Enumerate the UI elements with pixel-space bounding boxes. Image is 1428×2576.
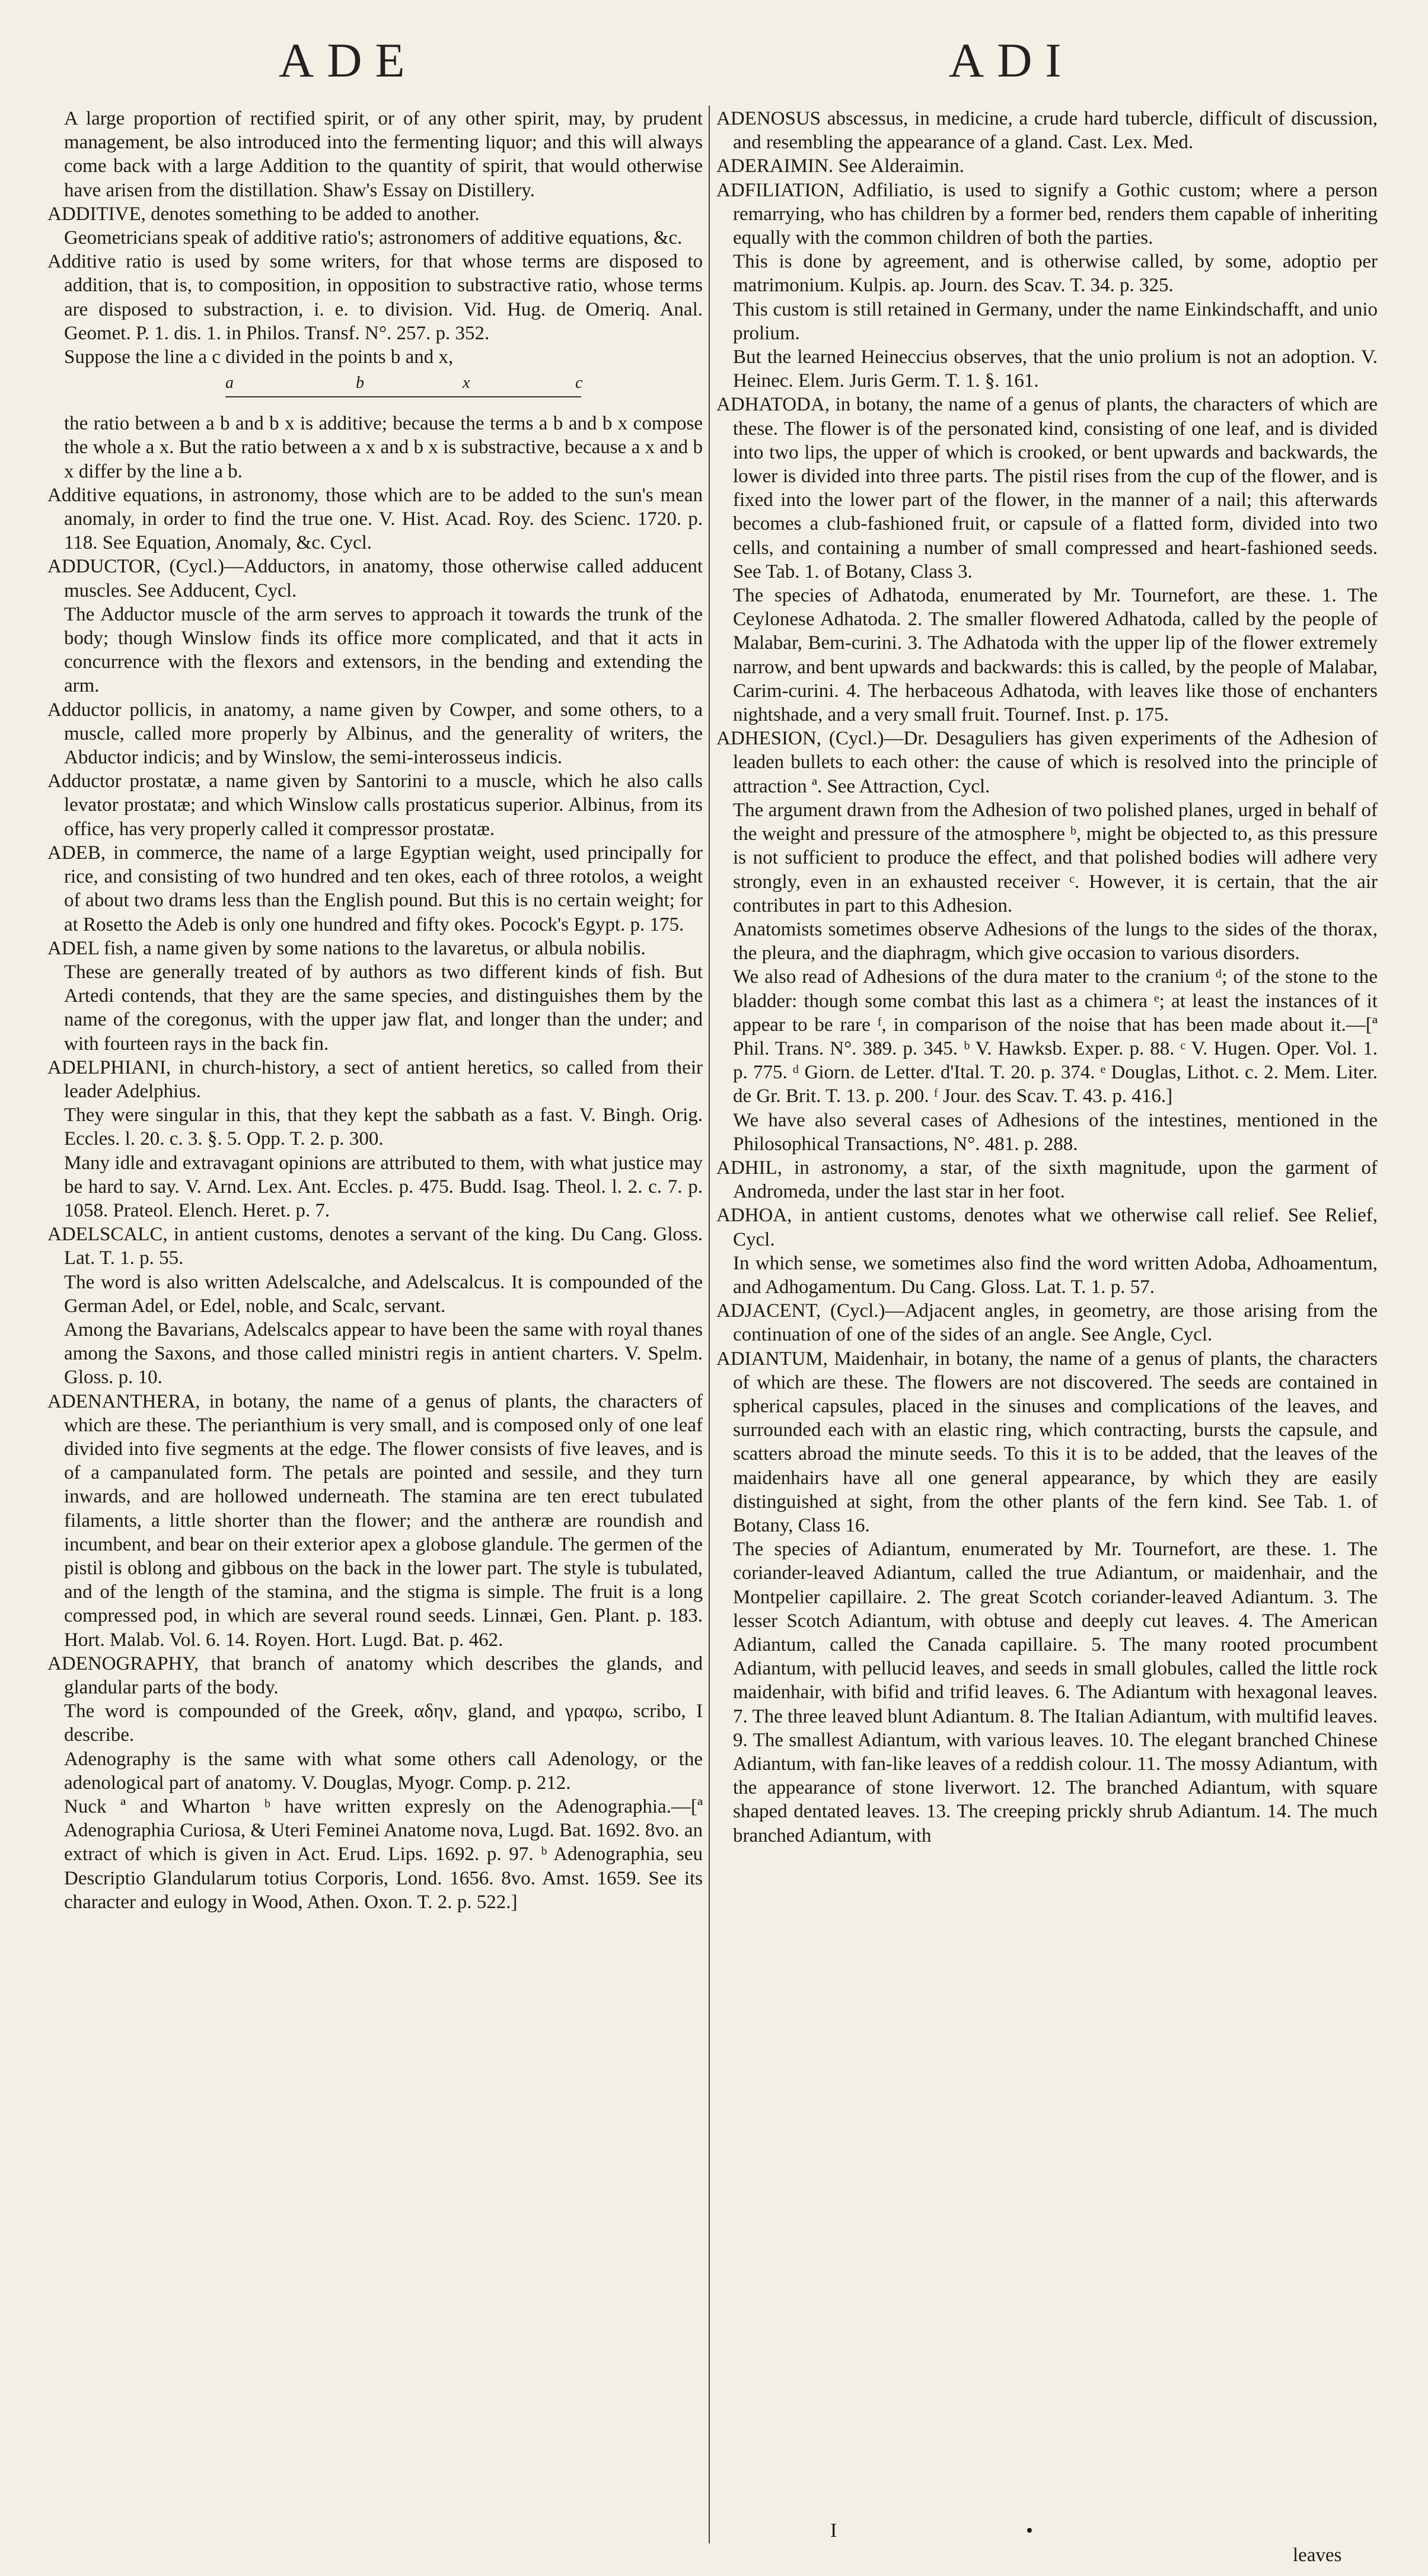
running-head-right: ADI	[949, 33, 1075, 87]
right-column	[716, 107, 1378, 1848]
entry-paragraph: Among the Bavarians, Adelscalcs appear to have been the same with royal thanes among the Saxons, and those called ministri regis in antient charters. V. Spelm. Gloss. p. 10.	[64, 1319, 703, 1389]
entry-paragraph: Geometricians speak of additive ratio's; astronomers of additive equations, &c.	[64, 227, 683, 249]
dictionary-entry: ADELPHIANI, in church-history, a sect of antient heretics, so called from their leader Adelphius.	[47, 1056, 703, 1102]
entry-paragraph: The species of Adiantum, enumerated by Mr. Tournefort, are these. 1. The coriander-leaved Adiantum, called the true Adiantum, or maidenhair, and the Montpelier capillaire. 2. The great Scotch coriander-leaved Adiantum. 3. The lesser Scotch Adiantum, with obtuse and deeply cut leaves. 4. The American Adiantum, called the Canada capillaire. 5. The many rooted procumbent Adiantum, with pellucid leaves, and seeds in small globules, called the little rock maidenhair, with bifid and trifid leaves. 6. The Adiantum with hexagonal leaves. 7. The three leaved blunt Adiantum. 8. The Italian Adiantum, with multifid leaves. 9. The smallest Adiantum, with various leaves. 10. The elegant branched Chinese Adiantum, with fan-like leaves of a reddish colour. 11. The mossy Adiantum, with the appearance of stone liverwort. 12. The branched Adiantum, with square shaped dentated leaves. 13. The creeping prickly shrub Adiantum. 14. The much branched Adiantum, with	[733, 1539, 1378, 1846]
entry-paragraph: the ratio between a b and b x is additive; because the terms a b and b x compose the whole a x. But the ratio between a x and b x is substractive, because a x and b x differ by the line a b.	[64, 413, 703, 482]
dictionary-entry: ADFILIATION, Adfiliatio, is used to signify a Gothic custom; where a person remarrying, who has children by a former bed, renders them capable of inheriting equally with the common children of both the parties.	[716, 179, 1378, 249]
diagram-point-c: c	[575, 374, 583, 393]
entry-paragraph: The argument drawn from the Adhesion of two polished planes, urged in behalf of the weight and pressure of the atmosphere ᵇ, might be objected to, as this pressure is not sufficient to produce the effect, and that polished bodies will adhere very strongly, even in an exhausted receiver ᶜ. However, it is certain, that the air contributes in part to this Adhesion.	[733, 799, 1378, 916]
entry-paragraph: This is done by agreement, and is otherwise called, by some, adoptio per matrimonium. Kulpis. ap. Journ. des Scav. T. 34. p. 325.	[733, 251, 1378, 297]
dictionary-entry: ADELSCALC, in antient customs, denotes a servant of the king. Du Cang. Gloss. Lat. T. 1. p. 55.	[47, 1224, 703, 1269]
diagram-line	[225, 396, 581, 397]
catchword: leaves	[1293, 2545, 1342, 2566]
running-head-left: ADE	[279, 33, 418, 87]
dictionary-entry: ADDUCTOR, (Cycl.)—Adductors, in anatomy, those otherwise called adducent muscles. See Adducent, Cycl.	[47, 556, 703, 601]
entry-paragraph: The Adductor muscle of the arm serves to approach it towards the trunk of the body; though Winslow finds its office more complicated, and that it acts in concurrence with the flexors and extensors, in the bending and extending the arm.	[64, 603, 703, 697]
dictionary-entry: ADENOGRAPHY, that branch of anatomy which describes the glands, and glandular parts of the body.	[47, 1652, 703, 1698]
diagram-point-a: a	[225, 374, 234, 393]
dictionary-entry: ADIANTUM, Maidenhair, in botany, the name of a genus of plants, the characters of which are these. The flowers are not discovered. The seeds are contained in spherical capsules, placed in the sinuses and complications of the leaves, and surrounded each with an elastic ring, which contracting, bursts the capsule, and scatters abroad the minute seeds. To this it is to be added, that the leaves of the maidenhairs have all one general appearance, by which they are easily distinguished at sight, from the other plants of the fern kind. See Tab. 1. of Botany, Class 16.	[716, 1348, 1378, 1536]
entry-paragraph: But the learned Heineccius observes, that the unio prolium is not an adoption. V. Heinec. Elem. Juris Germ. T. 1. §. 161.	[733, 346, 1378, 392]
entry-paragraph: This custom is still retained in Germany, under the name Einkindschafft, and unio prolium.	[733, 298, 1378, 344]
entry-paragraph: We also read of Adhesions of the dura mater to the cranium ᵈ; of the stone to the bladder: though some combat this last as a chimera ᵉ; at least the instances of it appear to be rare ᶠ, in comparison of the noise that has been made about it.—[ª Phil. Trans. N°. 389. p. 345. ᵇ V. Hawksb. Exper. p. 88. ᶜ V. Hugen. Oper. Vol. 1. p. 775. ᵈ Giorn. de Letter. d'Ital. T. 20. p. 374. ᵉ Douglas, Lithot. c. 2. Mem. Liter. de Gr. Brit. T. 13. p. 200. ᶠ Jour. des Scav. T. 43. p. 416.]	[733, 966, 1378, 1107]
dictionary-entry: ADENOSUS abscessus, in medicine, a crude hard tubercle, difficult of discussion, and resembling the appearance of a gland. Cast. Lex. Med.	[716, 108, 1378, 154]
page-footer	[830, 2520, 1033, 2542]
dictionary-entry: Additive ratio is used by some writers, for that whose terms are disposed to addition, that is, to composition, in opposition to substractive ratio, whose terms are disposed to substraction, i. e. to division. Vid. Hug. de Omeriq. Anal. Geomet. P. 1. dis. 1. in Philos. Transf. N°. 257. p. 352.	[47, 251, 703, 344]
footer-dot: •	[1026, 2520, 1033, 2542]
dictionary-entry: Adductor prostatæ, a name given by Santorini to a muscle, which he also calls levator prostatæ; and which Winslow calls prostaticus superior. Albinus, from its office, has very properly called it compressor prostatæ.	[47, 770, 703, 840]
entry-paragraph: The species of Adhatoda, enumerated by Mr. Tournefort, are these. 1. The Ceylonese Adhatoda. 2. The smaller flowered Adhatoda, called by the people of Malabar, Bem-curini. 3. The Adhatoda with the upper lip of the flower extremely narrow, and bent upwards and backwards: this is called, by the people of Malabar, Carim-curini. 4. The herbaceous Adhatoda, with leaves like those of enchanters nightshade, and a very small fruit. Tournef. Inst. p. 175.	[733, 585, 1378, 726]
diagram-point-b: b	[356, 374, 364, 393]
left-column	[47, 107, 703, 1914]
dictionary-entry: Additive equations, in astronomy, those which are to be added to the sun's mean anomaly, in order to find the true one. V. Hist. Acad. Roy. des Scienc. 1720. p. 118. See Equation, Anomaly, &c. Cycl.	[47, 484, 703, 554]
dictionary-entry: ADERAIMIN. See Alderaimin.	[716, 155, 964, 177]
signature-mark: I	[830, 2520, 837, 2542]
entry-paragraph: Nuck ª and Wharton ᵇ have written expresly on the Adenographia.—[ª Adenographia Curiosa, & Uteri Feminei Anatome nova, Lugd. Bat. 1692. 8vo. an extract of which is given in Act. Erud. Lips. 1692. p. 97. ᵇ Adenographia, seu Descriptio Glandularum totius Corporis, Lond. 1656. 8vo. Amst. 1659. See its character and eulogy in Wood, Athen. Oxon. T. 2. p. 522.]	[64, 1796, 703, 1913]
entry-paragraph: Many idle and extravagant opinions are attributed to them, with what justice may be hard to say. V. Arnd. Lex. Ant. Eccles. p. 475. Budd. Isag. Theol. l. 2. c. 7. p. 1058. Prateol. Elench. Heret. p. 7.	[64, 1152, 703, 1221]
entry-paragraph: The word is compounded of the Greek, αδην, gland, and γραφω, scribo, I describe.	[64, 1701, 703, 1746]
entry-paragraph: Anatomists sometimes observe Adhesions of the lungs to the sides of the thorax, the pleura, and the diaphragm, which give occasion to various disorders.	[733, 918, 1378, 964]
dictionary-entry: ADEL fish, a name given by some nations to the lavaretus, or albula nobilis.	[47, 937, 646, 959]
entry-paragraph: The word is also written Adelscalche, and Adelscalcus. It is compounded of the German Adel, or Edel, noble, and Scalc, servant.	[64, 1271, 703, 1317]
dictionary-entry: ADHATODA, in botany, the name of a genus of plants, the characters of which are these. The flower is of the personated kind, consisting of one leaf, and is divided into two lips, the upper of which is crooked, or bent upwards and backwards, the lower is divided into three parts. The pistil rises from the cup of the flower, and is fixed into the lower part of the flower, in the manner of a nail; this afterwards becomes a club-fashioned fruit, or capsule of a flatted form, divided into two cells, and containing a number of small compressed and heart-fashioned seeds. See Tab. 1. of Botany, Class 3.	[716, 394, 1378, 582]
dictionary-entry: ADEB, in commerce, the name of a large Egyptian weight, used principally for rice, and consisting of two hundred and ten okes, each of three rotolos, a weight of about two drams less than the English pound. But this is no certain weight; for at Rosetto the Adeb is only one hundred and fifty okes. Pocock's Egypt. p. 175.	[47, 842, 703, 935]
entry-paragraph: These are generally treated of by authors as two different kinds of fish. But Artedi contends, that they are the same species, and distinguishes them by the name of the coregonus, with the upper jaw flat, and longer than the under; and with fourteen rays in the back fin.	[64, 961, 703, 1055]
dictionary-entry: ADJACENT, (Cycl.)—Adjacent angles, in geometry, are those arising from the continuation of one of the sides of an angle. See Angle, Cycl.	[716, 1300, 1378, 1346]
entry-paragraph: Adenography is the same with what some others call Adenology, or the adenological part of anatomy. V. Douglas, Myogr. Comp. p. 212.	[64, 1748, 703, 1794]
entry-paragraph: In which sense, we sometimes also find the word written Adoba, Adhoamentum, and Adhogamentum. Du Cang. Gloss. Lat. T. 1. p. 57.	[733, 1252, 1378, 1298]
dictionary-entry: ADHIL, in astronomy, a star, of the sixth magnitude, upon the garment of Andromeda, under the last star in her foot.	[716, 1157, 1378, 1203]
dictionary-entry: ADHESION, (Cycl.)—Dr. Desaguliers has given experiments of the Adhesion of leaden bullets to each other: the cause of which is resolved into the principle of attraction ª. See Attraction, Cycl.	[716, 728, 1378, 797]
dictionary-entry: Adductor pollicis, in anatomy, a name given by Cowper, and some others, to a muscle, called more properly by Albinus, and the generality of writers, the Abductor indicis; and by Winslow, the semi-interosseus indicis.	[47, 699, 703, 769]
entry-paragraph: They were singular in this, that they kept the sabbath as a fast. V. Bingh. Orig. Eccles. l. 20. c. 3. §. 5. Opp. T. 2. p. 300.	[64, 1104, 703, 1150]
column-divider	[709, 106, 710, 2543]
entry-paragraph: Suppose the line a c divided in the points b and x,	[64, 346, 454, 368]
diagram-point-x: x	[463, 374, 470, 393]
entry-paragraph: We have also several cases of Adhesions of the intestines, mentioned in the Philosophical Transactions, N°. 481. p. 288.	[733, 1109, 1378, 1155]
dictionary-entry: ADENANTHERA, in botany, the name of a genus of plants, the characters of which are these. The perianthium is very small, and is composed only of one leaf divided into five segments at the edge. The flower consists of five leaves, and is of a campanulated form. The petals are pointed and sessile, and they turn inwards, and are hollowed underneath. The stamina are ten erect tubulated filaments, a little shorter than the flower; and the antheræ are roundish and incumbent, and bear on their exterior apex a globose glandule. The germen of the pistil is oblong and gibbous on the back in the lower part. The style is tubulated, and of the length of the stamina, and the stigma is simple. The fruit is a long compressed pod, in which are several round seeds. Linnæi, Gen. Plant. p. 183. Hort. Malab. Vol. 6. 14. Royen. Hort. Lugd. Bat. p. 462.	[47, 1390, 703, 1651]
dictionary-entry: ADHOA, in antient customs, denotes what we otherwise call relief. See Relief, Cycl.	[716, 1205, 1378, 1250]
dictionary-entry: ADDITIVE, denotes something to be added to another.	[47, 203, 480, 225]
entry-paragraph: A large proportion of rectified spirit, or of any other spirit, may, by prudent management, be also introduced into the fermenting liquor; and this will always come back with a large Addition to the quantity of spirit, that would otherwise have arisen from the distillation. Shaw's Essay on Distillery.	[64, 108, 703, 201]
line-diagram	[47, 370, 703, 408]
